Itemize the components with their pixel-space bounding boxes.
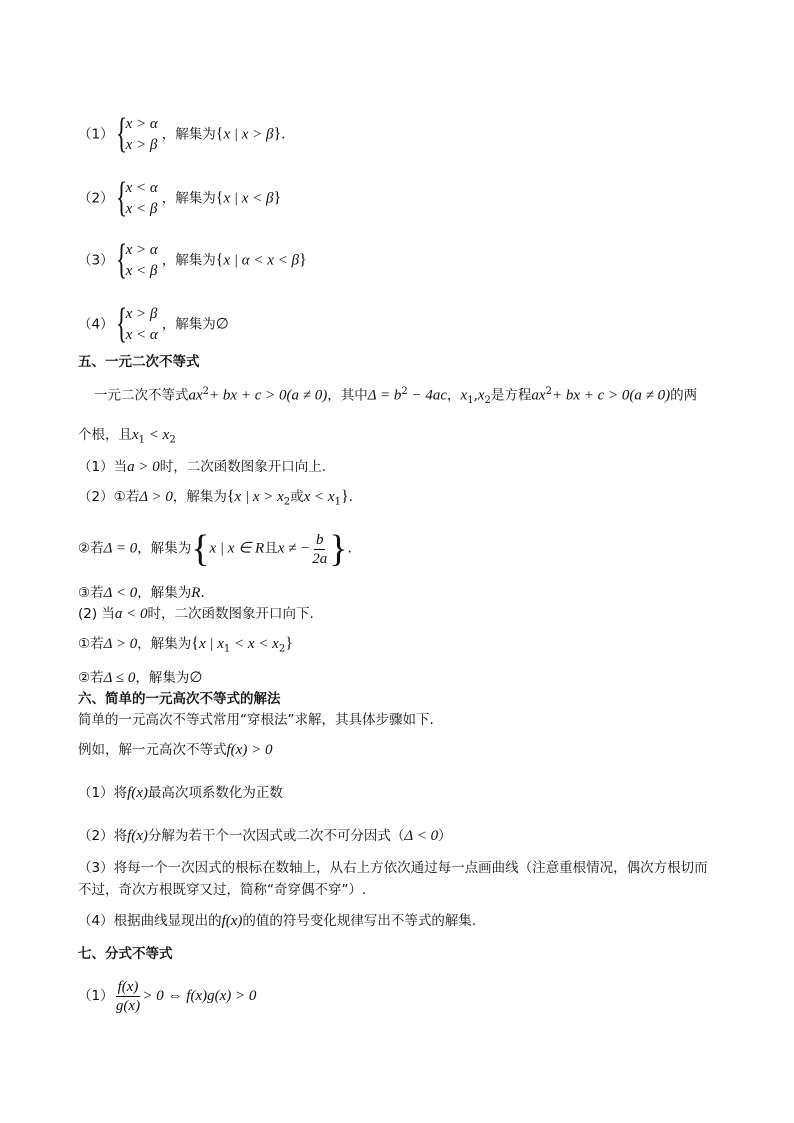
system-4: （4） { x > β x < α ，解集为∅	[78, 301, 229, 347]
sec5-case-4: ③若Δ < 0，解集为R.	[78, 585, 205, 601]
sec6-step-4: （4）根据曲线显现出的f(x)的值的符号变化规律写出不等式的解集.	[78, 913, 477, 929]
section-7-title: 七、分式不等式	[78, 946, 173, 962]
sec5-case-3: ②若Δ = 0，解集为{x | x ∈ R且x ≠ − $\frac{b}{2a}$ }.	[78, 528, 352, 570]
sec6-step-3-line-1: （3）将每一个一次因式的根标在数轴上，从右上方依次通过每一点画曲线（注意重根情况，偶次方根切而	[78, 860, 708, 876]
sec5-case-5: (2) 当a < 0时，二次函数图象开口向下.	[78, 606, 314, 622]
sec5-intro: 一元二次不等式$ax^2+$ bx + c > 0(a ≠ 0)，其中$\Delta = b^2 - 4ac$，$x_1,x_2$是方程$ax^2+$ bx + c > 0(a ≠ 0)的两	[94, 386, 698, 407]
sec5-case-1: （1）当a > 0时，二次函数图象开口向上.	[78, 459, 327, 475]
sec6-step-1: （1）将f(x)最高次项系数化为正数	[78, 785, 283, 801]
sec6-p2: 例如，解一元高次不等式f(x) > 0	[78, 742, 273, 758]
sec6-step-3-line-2: 不过，奇次方根既穿又过，简称“奇穿偶不穿”）.	[78, 882, 367, 898]
section-6-title: 六、简单的一元高次不等式的解法	[78, 691, 281, 707]
sec5-case-6: ①若Δ > 0，解集为{x | $x_1 < x < x_2$}	[78, 635, 293, 655]
sec5-line2: 个根，且$x_1 < x_2$	[78, 427, 176, 446]
sec7-item-1: （1） $\frac{f(x)}{g(x)}$ > 0 ⇔ f(x)g(x) > 0	[78, 979, 257, 1014]
system-1: （1） { x > α x > β ，解集为{x | x > β}.	[78, 111, 286, 157]
sec5-case-2: （2）①若Δ > 0，解集为{x | $x > x_2$或$x < x_1$}.	[78, 488, 353, 508]
section-5-title: 五、一元二次不等式	[78, 354, 200, 370]
sec5-case-7: ②若Δ ≤ 0，解集为∅	[78, 670, 203, 686]
system-3: （3） { x > α x < β ，解集为{x | α < x < β}	[78, 237, 307, 283]
sec6-step-2: （2）将f(x)分解为若干个一次因式或二次不可分因式（Δ < 0）	[78, 828, 452, 844]
system-2: （2） { x < α x < β ，解集为{x | x < β}	[78, 175, 282, 221]
sec6-p1: 简单的一元高次不等式常用“穿根法”求解，其具体步骤如下.	[78, 712, 434, 728]
